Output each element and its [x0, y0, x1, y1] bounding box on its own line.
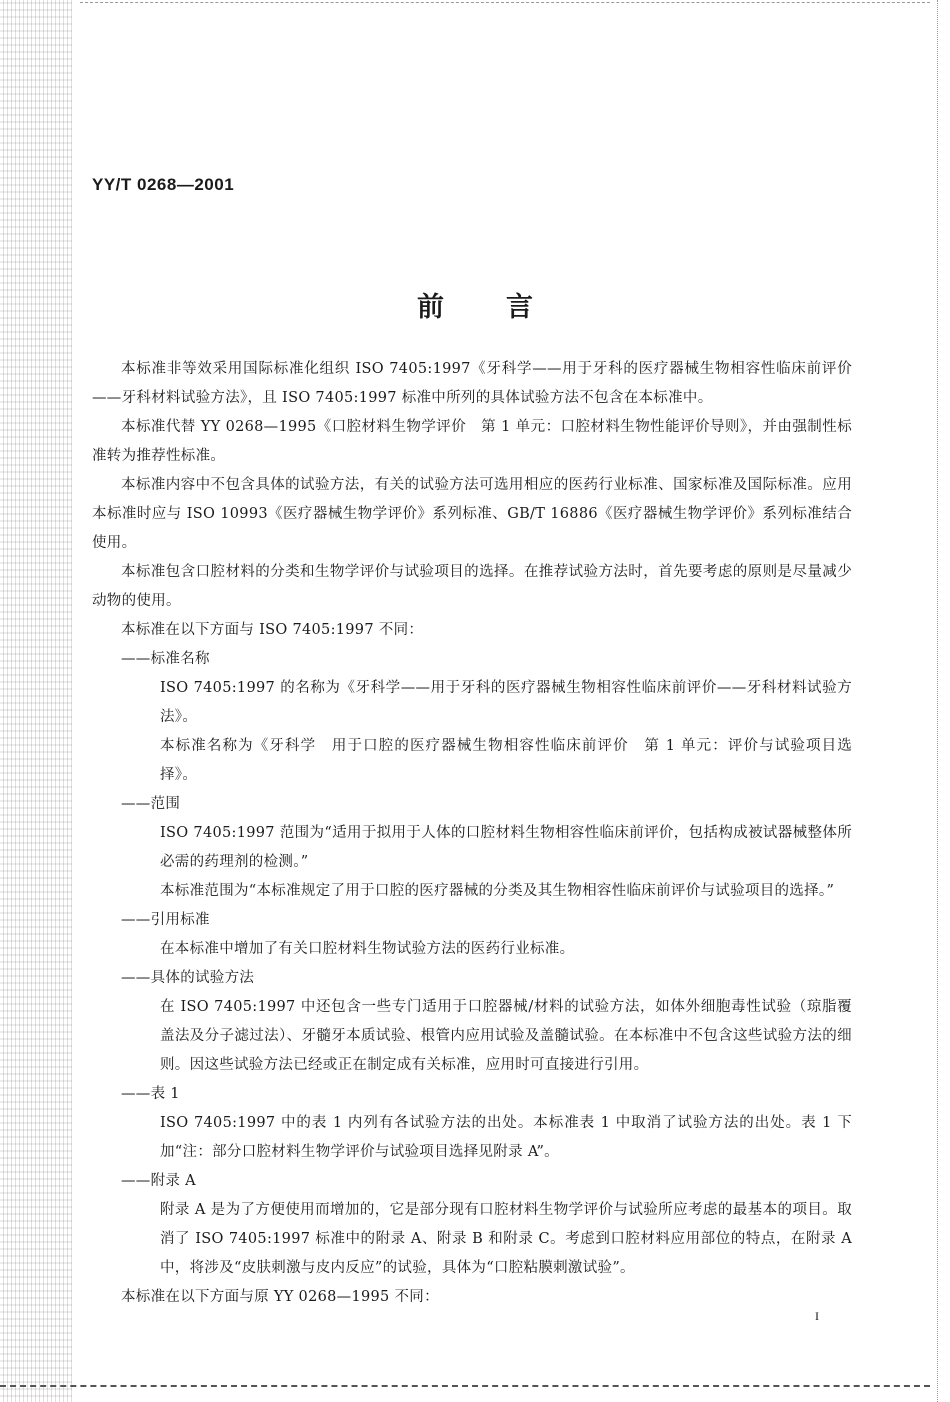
- section-heading-appendix-a: ——附录 A: [121, 1173, 196, 1189]
- section-item: ISO 7405:1997 的名称为《牙科学——用于牙科的医疗器械生物相容性临床前评价——牙科材料试验方法》。: [160, 680, 852, 725]
- section-heading-references: ——引用标准: [121, 912, 210, 928]
- page-number: I: [815, 1309, 819, 1323]
- page-title: 前言: [417, 292, 595, 323]
- section-item: ISO 7405:1997 中的表 1 内列有各试验方法的出处。本标准表 1 中取消了试验方法的出处。表 1 下加“注：部分口腔材料生物学评价与试验项目选择见附录 A”。: [160, 1115, 852, 1160]
- section-item: ISO 7405:1997 范围为“适用于拟用于人体的口腔材料生物相容性临床前评价，包括构成被试器械整体所必需的药理剂的检测。”: [160, 825, 852, 870]
- section-heading-test-methods: ——具体的试验方法: [121, 970, 255, 986]
- section-item: 本标准范围为“本标准规定了用于口腔的医疗器械的分类及其生物相容性临床前评价与试验项目的选择。”: [160, 883, 835, 899]
- document-body: [92, 355, 852, 1312]
- section-heading-name: ——标准名称: [121, 651, 210, 667]
- scan-right-edge: [937, 0, 950, 1402]
- bottom-scan-rule: [0, 1385, 930, 1387]
- section-heading-scope: ——范围: [121, 796, 181, 812]
- section-item: 在 ISO 7405:1997 中还包含一些专门适用于口腔器械/材料的试验方法，如体外细胞毒性试验（琼脂覆盖法及分子滤过法）、牙髓牙本质试验、根管内应用试验及盖髓试验。在本标准中不包含这些试验方法的细则。因这些试验方法已经或正在制定成有关标准，应用时可直接进行引用。: [160, 999, 852, 1073]
- section-item: 本标准名称为《牙科学 用于口腔的医疗器械生物相容性临床前评价 第 1 单元：评价与试验项目选择》。: [160, 738, 852, 783]
- top-scan-rule: [80, 2, 930, 3]
- paragraph-5: 本标准在以下方面与 ISO 7405:1997 不同：: [121, 622, 424, 638]
- paragraph-1: 本标准非等效采用国际标准化组织 ISO 7405:1997《牙科学——用于牙科的医疗器械生物相容性临床前评价——牙科材料试验方法》，且 ISO 7405:1997 标准中所列的具体试验方法不包含在本标准中。: [92, 361, 852, 406]
- paragraph-3: 本标准内容中不包含具体的试验方法，有关的试验方法可选用相应的医药行业标准、国家标准及国际标准。应用本标准时应与 ISO 10993《医疗器械生物学评价》系列标准、GB/T 16886《医疗器械生物学评价》系列标准结合使用。: [92, 477, 852, 551]
- section-heading-table1: ——表 1: [121, 1086, 180, 1102]
- paragraph-4: 本标准包含口腔材料的分类和生物学评价与试验项目的选择。在推荐试验方法时，首先要考虑的原则是尽量减少动物的使用。: [92, 564, 852, 609]
- section-item: 附录 A 是为了方便使用而增加的，它是部分现有口腔材料生物学评价与试验所应考虑的最基本的项目。取消了 ISO 7405:1997 标准中的附录 A、附录 B 和附录 C。考虑到口腔材料应用部位的特点，在附录 A 中，将涉及“皮肤刺激与皮内反应”的试验，具体为“口腔粘膜刺激试验”。: [160, 1202, 852, 1276]
- paragraph-2: 本标准代替 YY 0268—1995《口腔材料生物学评价 第 1 单元：口腔材料生物性能评价导则》，并由强制性标准转为推荐性标准。: [92, 419, 852, 464]
- closing-paragraph: 本标准在以下方面与原 YY 0268—1995 不同：: [121, 1289, 439, 1305]
- standard-code: YY/T 0268—2001: [92, 175, 235, 194]
- section-item: 在本标准中增加了有关口腔材料生物试验方法的医药行业标准。: [160, 941, 575, 957]
- scan-edge-artifact: [0, 0, 72, 1402]
